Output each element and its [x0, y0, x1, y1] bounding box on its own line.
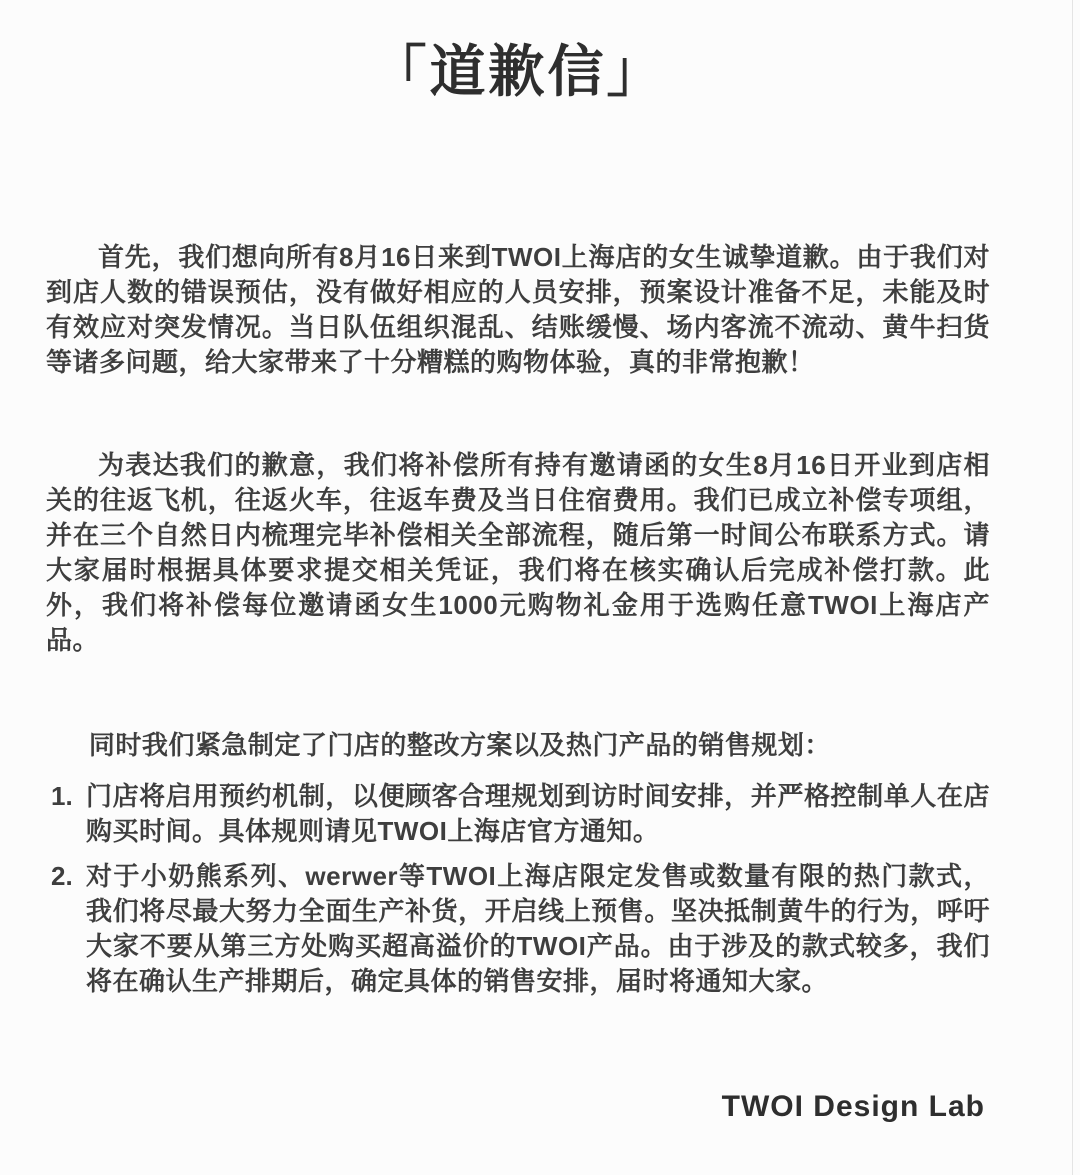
signature: TWOI Design Lab	[721, 1090, 985, 1123]
paragraph-apology: 首先，我们想向所有8月16日来到TWOI上海店的女生诚挚道歉。由于我们对到店人数的错误预估，没有做好相应的人员安排，预案设计准备不足，未能及时有效应对突发情况。当日队伍组织混乱、结账缓慢、场内客流不流动、黄牛扫货等诸多问题，给大家带来了十分糟糕的购物体验，真的非常抱歉！	[46, 242, 990, 377]
list-item-text: 门店将启用预约机制，以便顾客合理规划到访时间安排，并严格控制单人在店购买时间。具体规则请见TWOI上海店官方通知。	[86, 781, 990, 846]
list-item	[46, 859, 990, 999]
page-right-border	[1072, 0, 1073, 1175]
list-item-number: 1.	[51, 781, 73, 811]
list-item-text: 对于小奶熊系列、werwer等TWOI上海店限定发售或数量有限的热门款式，我们将尽最大努力全面生产补货，开启线上预售。坚决抵制黄牛的行为，呼吁大家不要从第三方处购买超高溢价的TWOI产品。由于涉及的款式较多，我们将在确认生产排期后，确定具体的销售安排，届时将通知大家。	[86, 861, 990, 996]
page-title: 「道歉信」	[370, 40, 666, 103]
list-item	[46, 779, 990, 849]
plan-intro-line: 同时我们紧急制定了门店的整改方案以及热门产品的销售规划：	[88, 730, 831, 760]
list-item-number: 2.	[51, 861, 73, 891]
plan-list	[46, 779, 990, 999]
paragraph-compensation: 为表达我们的歉意，我们将补偿所有持有邀请函的女生8月16日开业到店相关的往返飞机，往返火车，往返车费及当日住宿费用。我们已成立补偿专项组，并在三个自然日内梳理完毕补偿相关全部流程，随后第一时间公布联系方式。请大家届时根据具体要求提交相关凭证，我们将在核实确认后完成补偿打款。此外，我们将补偿每位邀请函女生1000元购物礼金用于选购任意TWOI上海店产品。	[46, 450, 990, 655]
